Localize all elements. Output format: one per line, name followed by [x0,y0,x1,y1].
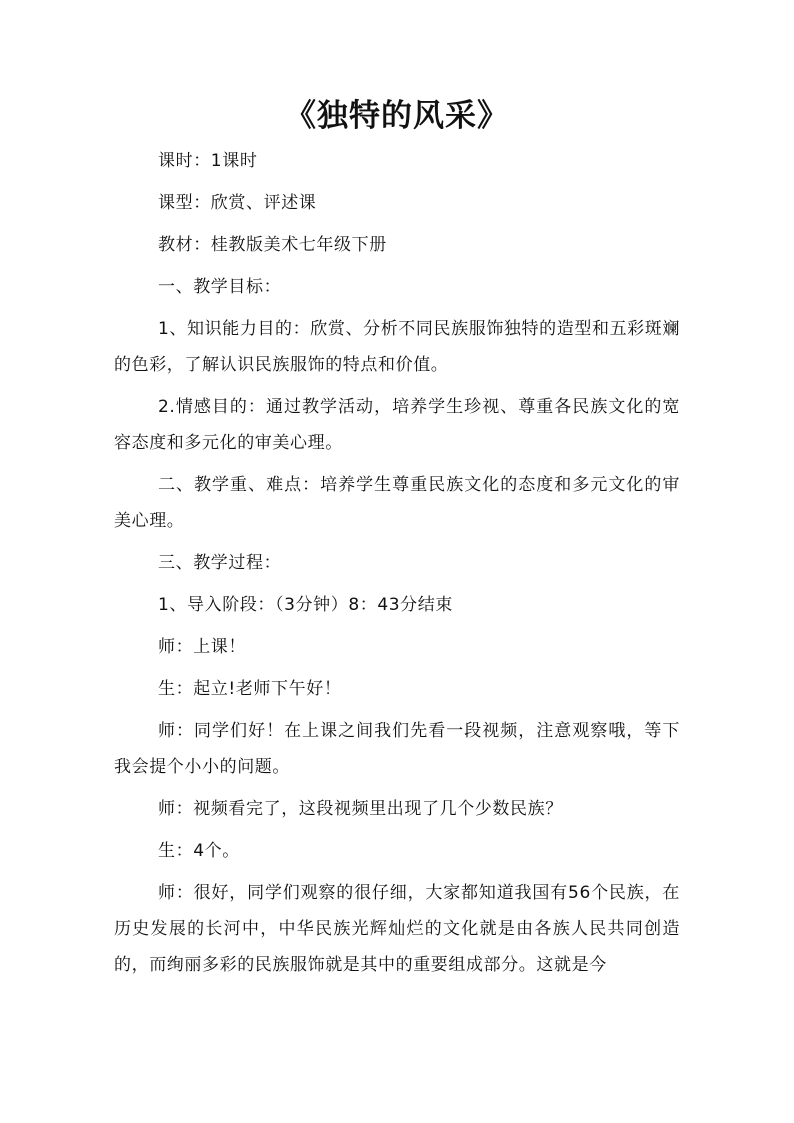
textbook: 教材：桂教版美术七年级下册 [158,235,387,255]
section-heading-key-points: 二、教学重、难点：培养学生尊重民族文化的态度和多元文化的审美心理。 [114,475,680,531]
document-title: 《独特的风采》 [285,98,509,134]
dialogue-line: 师：很好，同学们观察的很仔细，大家都知道我国有56个民族，在历史发展的长河中，中华民族光辉灿烂的文化就是由各族人民共同创造的，而绚丽多彩的民族服饰就是其中的重要组成部分。这就是今 [114,883,680,975]
lesson-hours: 课时：1课时 [158,151,258,171]
dialogue-line: 生：4个。 [158,841,240,861]
dialogue-line: 生：起立!老师下午好！ [158,679,342,699]
dialogue-line: 师：上课！ [158,637,246,657]
document-body [114,143,680,983]
dialogue-line: 师：同学们好！在上课之间我们先看一段视频，注意观察哦，等下我会提个小小的问题。 [114,721,680,777]
objective-knowledge: 1、知识能力目的：欣赏、分析不同民族服饰独特的造型和五彩斑斓的色彩，了解认识民族服饰的特点和价值。 [114,319,680,375]
process-intro-stage: 1、导入阶段：（3分钟）8：43分结束 [158,595,453,615]
lesson-type: 课型：欣赏、评述课 [158,193,317,213]
section-heading-process: 三、教学过程： [158,553,282,573]
dialogue-line: 师：视频看完了，这段视频里出现了几个少数民族？ [158,799,563,819]
objective-emotion: 2.情感目的：通过教学活动，培养学生珍视、尊重各民族文化的宽容态度和多元化的审美心理。 [114,397,680,453]
section-heading-objectives: 一、教学目标： [158,277,282,297]
